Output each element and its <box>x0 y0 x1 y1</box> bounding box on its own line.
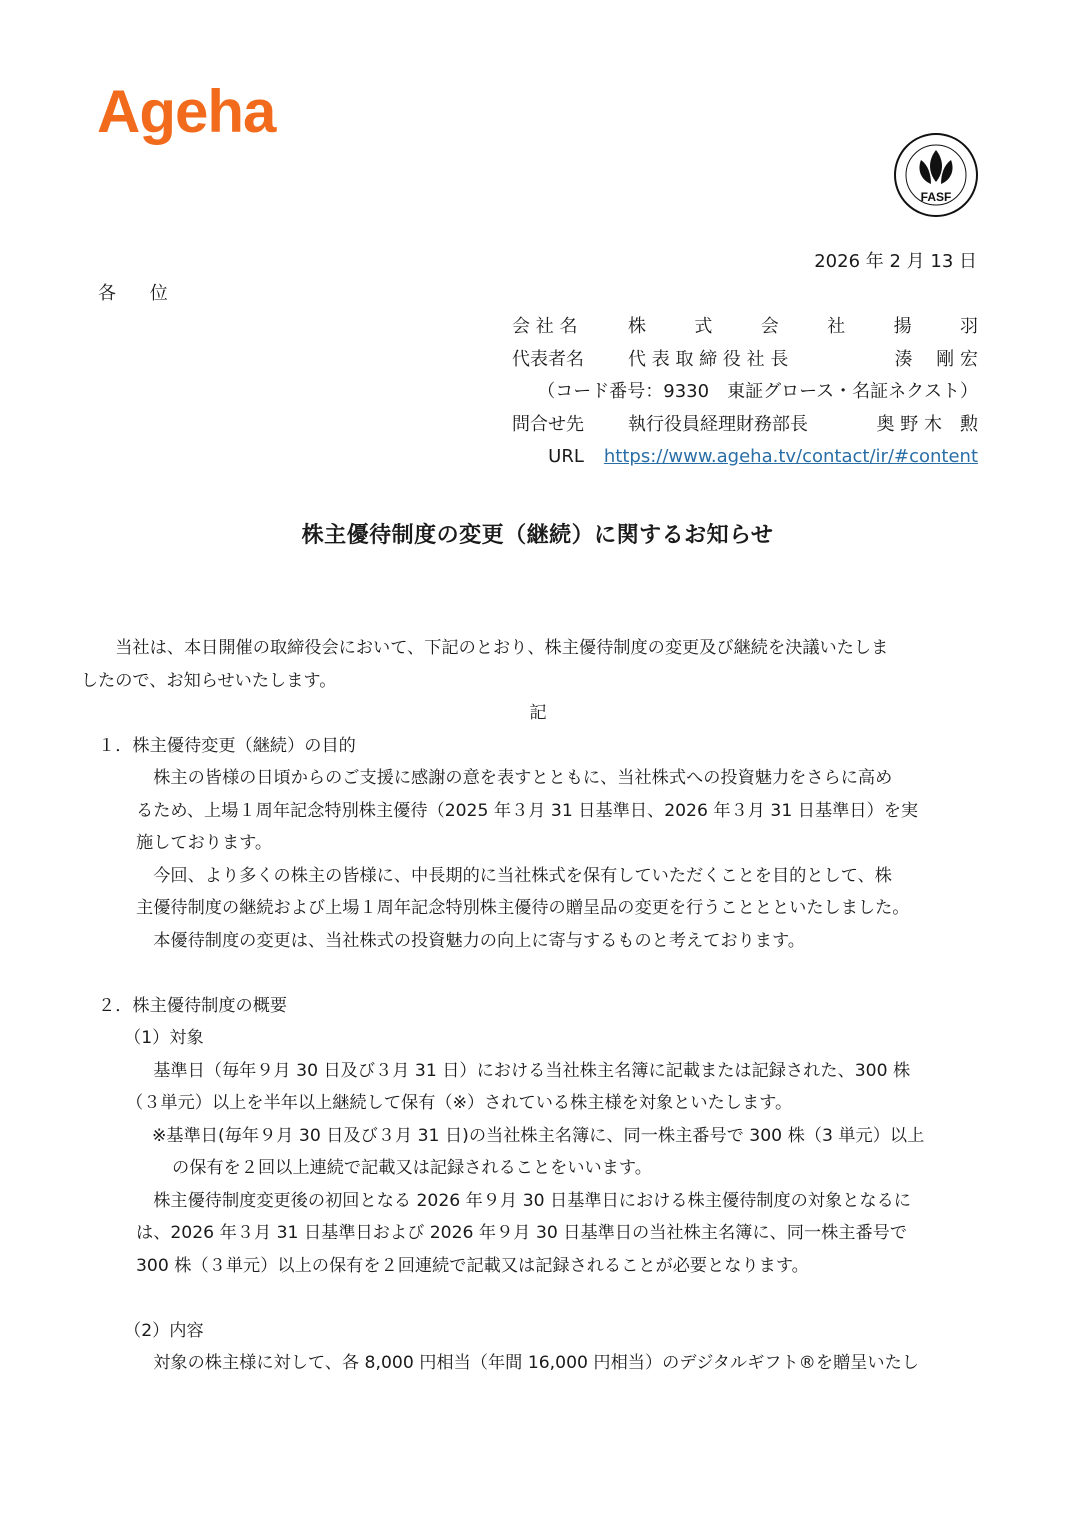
subsection-content-paragraph: 対象の株主様に対して、各 8,000 円相当（年間 16,000 円相当）のデジタルギフト®を贈呈いたし <box>153 1353 919 1373</box>
addressee: 各 位 <box>98 283 182 304</box>
section1-paragraph-3: 本優待制度の変更は、当社株式の投資魅力の向上に寄与するものと考えております。 <box>153 930 805 951</box>
company-row <box>512 311 978 344</box>
subsection-target-paragraph-2: 株主優待制度変更後の初回となる 2026 年９月 30 日基準日における株主優待制度の対象となるに は、2026 年３月 31 日基準日および 2026 年９月 30 日基準日の当社株主名簿に、同一株主番号で 300 株（３単元）以上の保有を２回連続で記載又は記録されることが必要となります。 <box>136 1190 911 1276</box>
fasf-seal-icon <box>893 132 979 218</box>
company-name: 株 式 会 社 揚 羽 <box>628 316 978 337</box>
company-label: 会 社 名 <box>512 316 578 337</box>
contact-row <box>512 409 978 442</box>
issue-date: 2026 年 2 月 13 日 <box>814 251 977 272</box>
ir-contact-link[interactable]: https://www.ageha.tv/contact/ir/#content <box>603 446 978 467</box>
rep-label: 代表者名 <box>512 348 584 370</box>
url-label: URL <box>548 446 584 467</box>
company-logo: Ageha <box>97 78 276 145</box>
section1-paragraph-1: 株主の皆様の日頃からのご支援に感謝の意を表すとともに、当社株式への投資魅力をさらに高め るため、上場１周年記念特別株主優待（2025 年３月 31 日基準日、2026 年３月 31 日基準日）を実 施しております。 <box>136 768 919 853</box>
section1-heading: １．株主優待変更（継続）の目的 <box>98 735 356 756</box>
sender-block <box>512 311 978 474</box>
contact-person: 執行役員経理財務部長 奥 野 木 勲 <box>628 413 978 435</box>
subsection-target-paragraph: 基準日（毎年９月 30 日及び３月 31 日）における当社株主名簿に記載または記録された、300 株 （３単元）以上を半年以上継続して保有（※）されている株主様を対象といたします。 <box>126 1060 911 1113</box>
subsection-target-note: ※基準日(毎年９月 30 日及び３月 31 日)の当社株主名簿に、同一株主番号で 300 株（3 単元）以上 の保有を２回以上連続で記載又は記録されることをいいます。 <box>152 1125 925 1178</box>
contact-label: 問合せ先 <box>512 413 584 435</box>
subsection-target-heading: （1）対象 <box>124 1028 204 1048</box>
section1-paragraph-2: 今回、より多くの株主の皆様に、中長期的に当社株式を保有していただくことを目的として、株 主優待制度の継続および上場１周年記念特別株主優待の贈呈品の変更を行うこととといたしました。 <box>136 865 910 918</box>
svg-text:FASF: FASF <box>920 190 952 204</box>
subsection-content-heading: （2）内容 <box>124 1320 204 1341</box>
document-title: 株主優待制度の変更（継続）に関するお知らせ <box>301 523 774 548</box>
representative-row <box>512 344 978 377</box>
url-row <box>512 441 978 474</box>
representative: 代 表 取 締 役 社 長 湊 剛 宏 <box>628 348 978 370</box>
document-body <box>80 632 978 1380</box>
intro-paragraph: 当社は、本日開催の取締役会において、下記のとおり、株主優待制度の変更及び継続を決議いたしま したので、お知らせいたします。 <box>80 638 889 691</box>
stock-code-row: （コード番号：9330 東証グロース・名証ネクスト） <box>537 381 978 402</box>
ki-marker: 記 <box>529 703 547 723</box>
section2-heading: ２．株主優待制度の概要 <box>98 995 288 1016</box>
